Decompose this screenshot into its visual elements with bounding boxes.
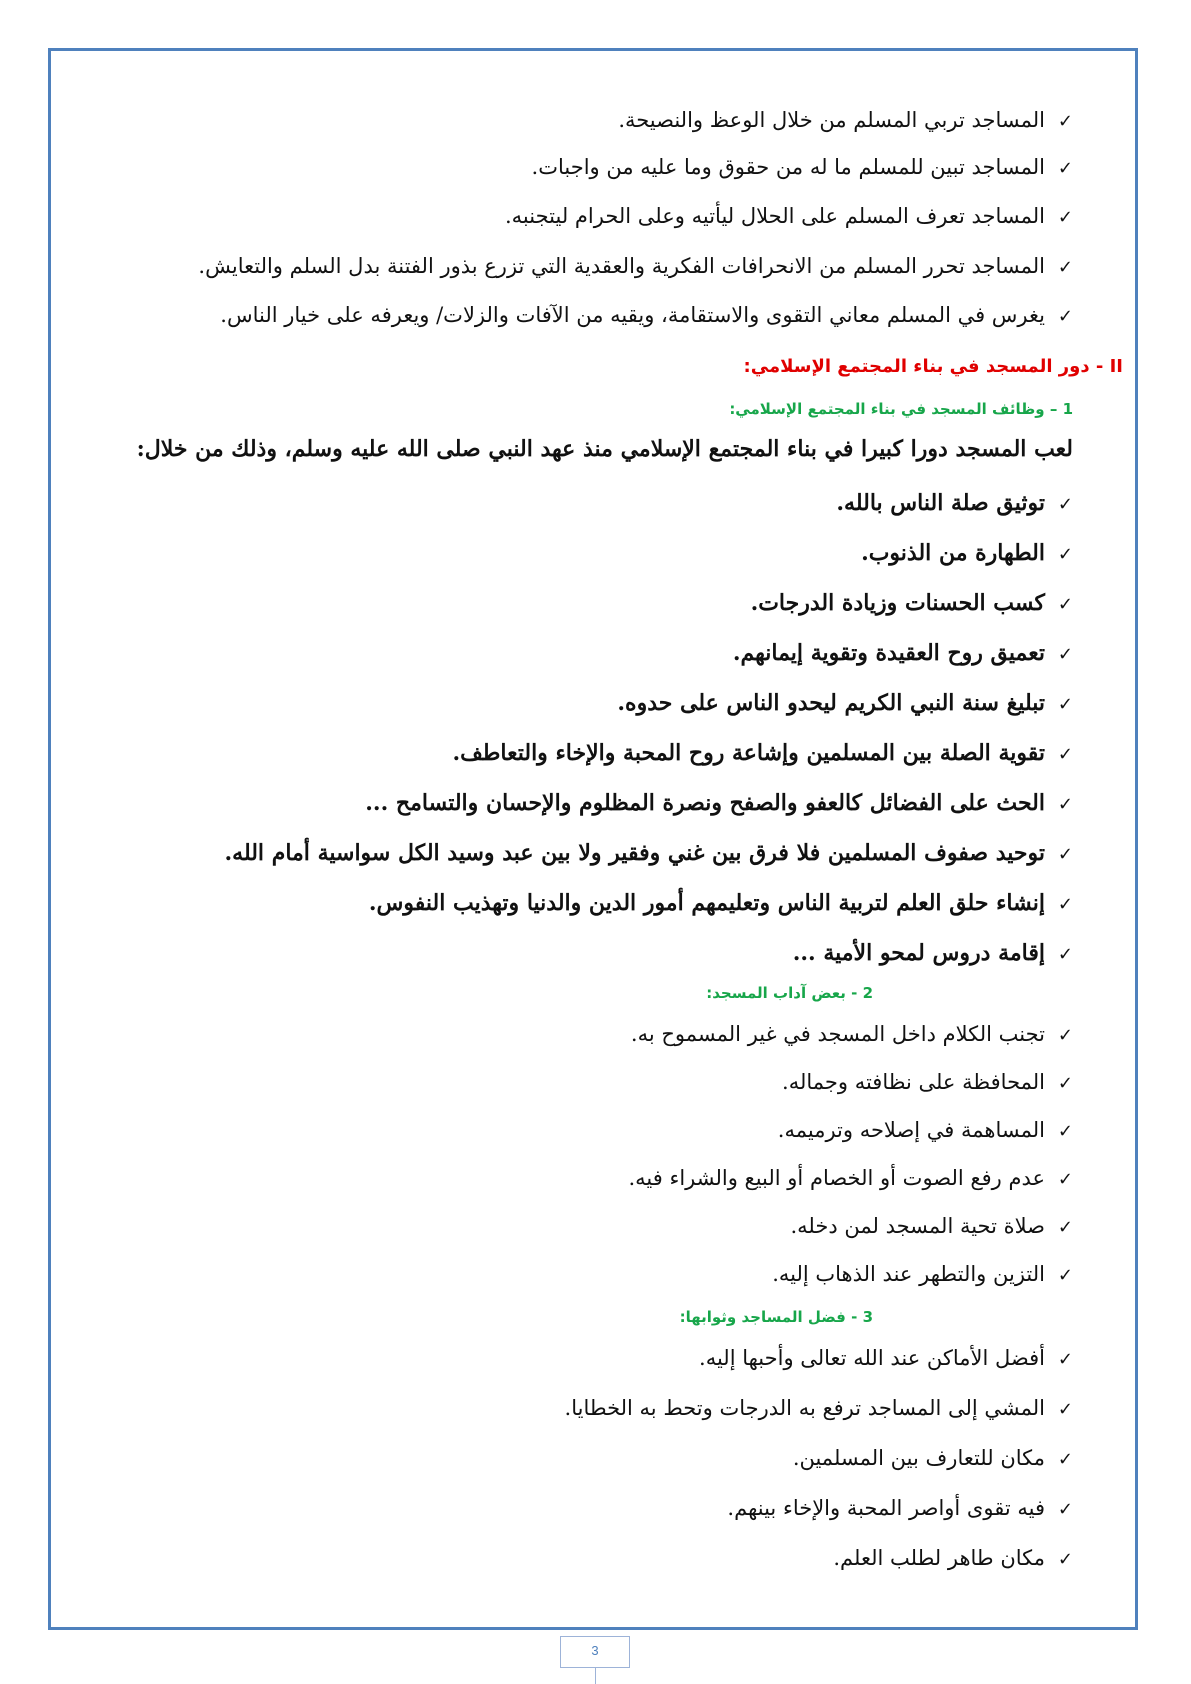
list-item-text: المساجد تبين للمسلم ما له من حقوق وما عليه من واجبات. (531, 155, 1045, 179)
list-item-text: الطهارة من الذنوب. (861, 540, 1045, 566)
list-item-text: المساجد تحرر المسلم من الانحرافات الفكرية والعقدية التي تزرع بذور الفتنة بدل السلم والتعايش. (198, 254, 1045, 278)
list-item (861, 540, 1073, 566)
checkmark-icon: ✓ (1057, 207, 1073, 228)
subsection-heading: 1 – وظائف المسجد في بناء المجتمع الإسلامي: (729, 400, 1073, 418)
checkmark-icon: ✓ (1057, 1169, 1073, 1190)
list-item (452, 740, 1073, 766)
list-item (198, 254, 1073, 278)
checkmark-icon: ✓ (1057, 1217, 1073, 1238)
list-item-text: تبليغ سنة النبي الكريم ليحدو الناس على حدوه. (617, 690, 1045, 716)
list-item-text: تعميق روح العقيدة وتقوية إيمانهم. (732, 640, 1045, 666)
checkmark-icon: ✓ (1057, 1121, 1073, 1142)
checkmark-icon: ✓ (1057, 111, 1073, 132)
list-item (369, 890, 1073, 916)
checkmark-icon: ✓ (1057, 594, 1073, 615)
list-item-text: المساجد تعرف المسلم على الحلال ليأتيه وعلى الحرام ليتجنبه. (505, 204, 1045, 228)
list-item (751, 590, 1073, 616)
list-item (365, 790, 1073, 816)
checkmark-icon: ✓ (1057, 1449, 1073, 1470)
list-item (778, 1118, 1073, 1142)
list-item-text: إقامة دروس لمحو الأمية ... (792, 940, 1045, 966)
document-body (73, 0, 1123, 1640)
list-item-text: الحث على الفضائل كالعفو والصفح ونصرة المظلوم والإحسان والتسامح ... (365, 790, 1045, 816)
list-item-text: إنشاء حلق العلم لتربية الناس وتعليمهم أمور الدين والدنيا وتهذيب النفوس. (368, 890, 1045, 916)
list-item-text: صلاة تحية المسجد لمن دخله. (790, 1214, 1045, 1238)
list-item (220, 303, 1073, 327)
list-item-text: توحيد صفوف المسلمين فلا فرق بين غني وفقير ولا بين عبد وسيد الكل سواسية أمام الله. (224, 840, 1045, 866)
list-item-text: المساجد تربي المسلم من خلال الوعظ والنصيحة. (618, 108, 1045, 132)
list-item-text: مكان طاهر لطلب العلم. (833, 1546, 1045, 1570)
list-item (772, 1262, 1073, 1286)
list-item (793, 940, 1073, 966)
list-item (617, 690, 1073, 716)
checkmark-icon: ✓ (1057, 158, 1073, 179)
list-item-text: التزين والتطهر عند الذهاب إليه. (772, 1262, 1045, 1286)
list-item (833, 1546, 1073, 1570)
checkmark-icon: ✓ (1057, 1349, 1073, 1370)
subsection-heading: 3 - فضل المساجد وثوابها: (679, 1308, 873, 1326)
list-item-text: المحافظة على نظافته وجماله. (782, 1070, 1045, 1094)
list-item-text: توثيق صلة الناس بالله. (836, 490, 1045, 516)
page-number: 3 (560, 1636, 630, 1668)
checkmark-icon: ✓ (1057, 1073, 1073, 1094)
list-item-text: مكان للتعارف بين المسلمين. (792, 1446, 1045, 1470)
list-item (618, 108, 1073, 132)
list-item (699, 1346, 1073, 1370)
checkmark-icon: ✓ (1057, 694, 1073, 715)
list-item (733, 640, 1073, 666)
list-item-text: تجنب الكلام داخل المسجد في غير المسموح به. (630, 1022, 1045, 1046)
list-item (793, 1446, 1073, 1470)
checkmark-icon: ✓ (1057, 644, 1073, 665)
checkmark-icon: ✓ (1057, 494, 1073, 515)
checkmark-icon: ✓ (1057, 1025, 1073, 1046)
checkmark-icon: ✓ (1057, 794, 1073, 815)
checkmark-icon: ✓ (1057, 944, 1073, 965)
checkmark-icon: ✓ (1057, 1399, 1073, 1420)
page-number-tick (595, 1668, 596, 1684)
checkmark-icon: ✓ (1057, 1265, 1073, 1286)
checkmark-icon: ✓ (1057, 744, 1073, 765)
checkmark-icon: ✓ (1057, 894, 1073, 915)
list-item (631, 1022, 1073, 1046)
checkmark-icon: ✓ (1057, 544, 1073, 565)
list-item-text: تقوية الصلة بين المسلمين وإشاعة روح المحبة والإخاء والتعاطف. (452, 740, 1045, 766)
list-item (791, 1214, 1074, 1238)
list-item (782, 1070, 1073, 1094)
list-item-text: عدم رفع الصوت أو الخصام أو البيع والشراء فيه. (628, 1166, 1045, 1190)
list-item-text: يغرس في المسلم معاني التقوى والاستقامة، ويقيه من الآفات والزلات/ ويعرفه على خيار الناس. (220, 303, 1045, 327)
list-item-text: كسب الحسنات وزيادة الدرجات. (750, 590, 1045, 616)
list-item (565, 1396, 1073, 1420)
checkmark-icon: ✓ (1057, 844, 1073, 865)
checkmark-icon: ✓ (1057, 257, 1073, 278)
list-item-text: المشي إلى المساجد ترفع به الدرجات وتحط به الخطايا. (564, 1396, 1045, 1420)
checkmark-icon: ✓ (1057, 306, 1073, 327)
checkmark-icon: ✓ (1057, 1499, 1073, 1520)
list-item (836, 490, 1073, 516)
intro-paragraph: لعب المسجد دورا كبيرا في بناء المجتمع الإسلامي منذ عهد النبي صلى الله عليه وسلم، وذلك من خلال: (136, 436, 1073, 462)
list-item-text: المساهمة في إصلاحه وترميمه. (777, 1118, 1045, 1142)
list-item (628, 1166, 1073, 1190)
list-item (505, 204, 1073, 228)
subsection-heading: 2 - بعض آداب المسجد: (706, 984, 873, 1002)
list-item-text: فيه تقوى أواصر المحبة والإخاء بينهم. (727, 1496, 1045, 1520)
list-item (532, 155, 1073, 179)
checkmark-icon: ✓ (1057, 1549, 1073, 1570)
section-heading: II - دور المسجد في بناء المجتمع الإسلامي: (743, 356, 1123, 377)
list-item-text: أفضل الأماكن عند الله تعالى وأحبها إليه. (699, 1346, 1045, 1370)
list-item (727, 1496, 1073, 1520)
list-item (224, 840, 1073, 866)
